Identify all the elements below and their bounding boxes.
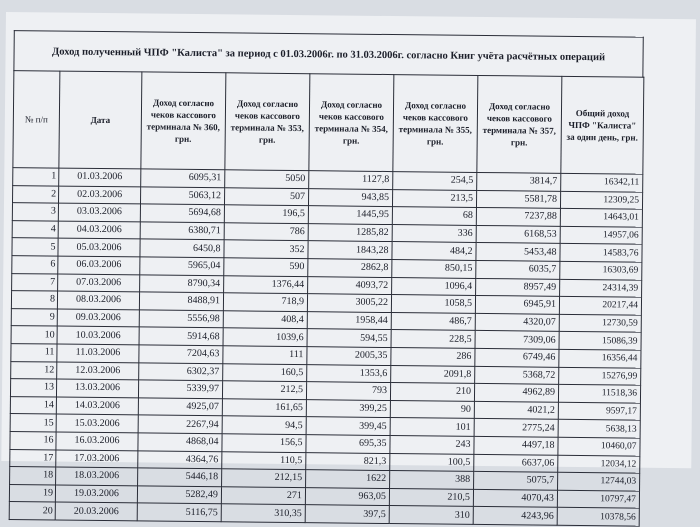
row-terminal-354: 3005,22: [307, 294, 391, 312]
row-total: 14643,01: [560, 209, 642, 227]
row-terminal-360: 5063,12: [140, 187, 224, 205]
row-number: 20: [9, 502, 55, 520]
row-terminal-354: 1127,8: [309, 171, 393, 189]
row-terminal-355: 210: [390, 383, 474, 401]
row-terminal-360: 5116,75: [137, 503, 221, 521]
row-terminal-354: 943,85: [308, 188, 392, 206]
row-terminal-357: 7309,06: [475, 331, 559, 349]
row-terminal-357: 4021,2: [474, 401, 558, 419]
row-total: 12034,12: [558, 455, 640, 473]
row-terminal-353: 5050: [225, 170, 309, 188]
header-terminal-355: Доход согласно чеков кассового терминала № 355, грн.: [393, 75, 478, 173]
row-terminal-353: 271: [221, 486, 305, 504]
row-terminal-360: 5694,68: [140, 204, 224, 222]
row-terminal-353: 156,5: [222, 434, 306, 452]
row-terminal-357: 4320,07: [475, 313, 559, 331]
row-terminal-353: 507: [224, 187, 308, 205]
row-date: 08.03.2006: [57, 291, 139, 309]
row-terminal-357: 6749,46: [475, 348, 559, 366]
row-terminal-353: 160,5: [223, 363, 307, 381]
row-terminal-354: 1843,28: [308, 241, 392, 259]
header-row: [13, 71, 644, 175]
row-terminal-354: 1285,82: [308, 223, 392, 241]
row-terminal-354: 1622: [306, 470, 390, 488]
row-total: 15086,39: [559, 332, 641, 350]
row-terminal-354: 821,3: [306, 452, 390, 470]
row-date: 11.03.2006: [57, 344, 139, 362]
row-date: 03.03.2006: [58, 203, 140, 221]
row-terminal-355: 243: [390, 435, 474, 453]
row-terminal-355: 850,15: [392, 260, 476, 278]
row-total: 10378,56: [557, 508, 639, 526]
row-terminal-360: 8790,34: [140, 274, 224, 292]
row-terminal-355: 68: [392, 207, 476, 225]
row-terminal-357: 6637,06: [474, 454, 558, 472]
row-date: 20.03.2006: [55, 502, 137, 520]
row-terminal-355: 1096,4: [392, 277, 476, 295]
row-terminal-357: 5075,7: [474, 472, 558, 490]
row-number: 19: [9, 484, 55, 502]
row-date: 04.03.2006: [58, 221, 140, 239]
row-total: 14583,76: [560, 244, 642, 262]
row-number: 9: [11, 308, 57, 326]
row-terminal-357: 8957,49: [476, 278, 560, 296]
row-terminal-357: 7237,88: [476, 208, 560, 226]
row-terminal-354: 2005,35: [307, 347, 391, 365]
row-terminal-353: 590: [224, 258, 308, 276]
row-terminal-353: 212,5: [222, 381, 306, 399]
row-number: 12: [11, 361, 57, 379]
row-terminal-354: 1445,95: [308, 206, 392, 224]
row-number: 1: [13, 168, 59, 186]
row-date: 16.03.2006: [56, 432, 138, 450]
row-terminal-357: 4497,18: [474, 436, 558, 454]
row-total: 11518,36: [558, 384, 640, 402]
row-total: 15276,99: [559, 367, 641, 385]
row-terminal-357: 3814,7: [477, 172, 561, 190]
row-terminal-354: 594,55: [307, 329, 391, 347]
row-terminal-357: 5368,72: [475, 366, 559, 384]
header-date: Дата: [59, 71, 142, 169]
row-total: 16342,11: [561, 173, 643, 191]
row-date: 09.03.2006: [57, 309, 139, 327]
row-terminal-353: 310,35: [221, 504, 305, 522]
row-terminal-354: 1958,44: [307, 311, 391, 329]
income-table: [9, 70, 645, 526]
row-terminal-353: 94,5: [222, 416, 306, 434]
row-terminal-357: 4243,96: [473, 507, 557, 525]
row-terminal-357: 6035,7: [476, 260, 560, 278]
row-terminal-353: 1376,44: [224, 275, 308, 293]
row-terminal-354: 399,45: [306, 417, 390, 435]
row-terminal-357: 5581,78: [476, 190, 560, 208]
row-number: 15: [10, 414, 56, 432]
row-terminal-354: 695,35: [306, 435, 390, 453]
row-number: 13: [10, 379, 56, 397]
row-terminal-353: 110,5: [222, 451, 306, 469]
row-number: 7: [12, 273, 58, 291]
row-terminal-360: 6380,71: [140, 222, 224, 240]
row-number: 10: [11, 326, 57, 344]
row-terminal-355: 286: [391, 347, 475, 365]
row-terminal-360: 5282,49: [137, 486, 221, 504]
row-total: 10460,07: [558, 437, 640, 455]
document-sheet: [1, 12, 696, 523]
row-terminal-355: 388: [390, 471, 474, 489]
row-date: 18.03.2006: [56, 467, 138, 485]
row-terminal-355: 484,2: [392, 242, 476, 260]
row-terminal-354: 1353,6: [307, 364, 391, 382]
row-terminal-355: 254,5: [393, 172, 477, 190]
row-terminal-353: 718,9: [223, 293, 307, 311]
row-terminal-355: 310: [389, 506, 473, 524]
row-terminal-357: 6945,91: [475, 296, 559, 314]
row-terminal-355: 101: [390, 418, 474, 436]
row-terminal-354: 793: [306, 382, 390, 400]
row-total: 12744,03: [558, 472, 640, 490]
row-total: 5638,13: [558, 420, 640, 438]
row-terminal-355: 210,5: [389, 488, 473, 506]
row-terminal-360: 4925,07: [138, 398, 222, 416]
row-terminal-360: 6450,8: [140, 239, 224, 257]
row-date: 13.03.2006: [56, 379, 138, 397]
header-total: Общий доход ЧПФ "Калиста" за один день, грн.: [561, 76, 644, 174]
header-terminal-357: Доход согласно чеков кассового терминала № 357, грн.: [477, 75, 562, 173]
row-date: 15.03.2006: [56, 414, 138, 432]
row-terminal-353: 196,5: [224, 205, 308, 223]
row-terminal-355: 213,5: [392, 189, 476, 207]
row-terminal-355: 486,7: [391, 312, 475, 330]
row-terminal-354: 399,25: [306, 399, 390, 417]
row-terminal-360: 8488,91: [139, 292, 223, 310]
row-date: 12.03.2006: [57, 362, 139, 380]
row-terminal-353: 212,15: [222, 469, 306, 487]
row-terminal-360: 5556,98: [139, 310, 223, 328]
row-terminal-354: 963,05: [305, 487, 389, 505]
row-terminal-353: 408,4: [223, 311, 307, 329]
row-number: 11: [11, 344, 57, 362]
row-total: 12309,25: [560, 191, 642, 209]
row-terminal-353: 1039,6: [223, 328, 307, 346]
row-terminal-353: 111: [223, 346, 307, 364]
row-date: 01.03.2006: [59, 168, 141, 186]
row-terminal-360: 5914,68: [139, 327, 223, 345]
row-number: 2: [13, 185, 59, 203]
row-terminal-355: 100,5: [390, 453, 474, 471]
row-number: 18: [10, 467, 56, 485]
row-terminal-355: 1058,5: [391, 295, 475, 313]
row-terminal-355: 2091,8: [391, 365, 475, 383]
row-terminal-360: 5965,04: [140, 257, 224, 275]
row-terminal-360: 6302,37: [139, 362, 223, 380]
row-total: 14957,06: [560, 226, 642, 244]
row-terminal-357: 6168,53: [476, 225, 560, 243]
row-terminal-355: 228,5: [391, 330, 475, 348]
row-terminal-355: 336: [392, 224, 476, 242]
row-terminal-353: 786: [224, 223, 308, 241]
row-number: 5: [12, 238, 58, 256]
row-number: 6: [12, 256, 58, 274]
header-num: № п/п: [13, 71, 60, 168]
row-number: 14: [10, 396, 56, 414]
row-number: 3: [12, 203, 58, 221]
row-total: 16303,69: [560, 261, 642, 279]
row-terminal-357: 4962,89: [474, 384, 558, 402]
row-terminal-357: 4070,43: [473, 489, 557, 507]
row-terminal-353: 161,65: [222, 399, 306, 417]
row-date: 02.03.2006: [59, 186, 141, 204]
table-title: Доход полученный ЧПФ "Калиста" за период с 01.03.2006г. по 31.03.2006г. согласно Книг учёта расчётных операций: [13, 30, 643, 78]
row-terminal-357: 5453,48: [476, 243, 560, 261]
header-terminal-354: Доход согласно чеков кассового терминала № 354, грн.: [309, 74, 394, 172]
row-terminal-354: 397,5: [305, 505, 389, 523]
row-terminal-360: 6095,31: [141, 169, 225, 187]
row-terminal-360: 4868,04: [138, 433, 222, 451]
row-date: 06.03.2006: [58, 256, 140, 274]
row-terminal-355: 90: [390, 400, 474, 418]
row-terminal-360: 7204,63: [139, 345, 223, 363]
row-total: 24314,39: [560, 279, 642, 297]
header-terminal-360: Доход согласно чеков кассового терминала № 360, грн.: [141, 72, 226, 170]
row-number: 8: [11, 291, 57, 309]
row-number: 17: [10, 449, 56, 467]
row-terminal-360: 5446,18: [138, 468, 222, 486]
row-date: 05.03.2006: [58, 238, 140, 256]
row-date: 07.03.2006: [58, 274, 140, 292]
row-terminal-360: 4364,76: [138, 450, 222, 468]
row-date: 10.03.2006: [57, 326, 139, 344]
row-number: 4: [12, 220, 58, 238]
row-date: 14.03.2006: [56, 397, 138, 415]
row-date: 19.03.2006: [55, 485, 137, 503]
row-total: 16356,44: [559, 349, 641, 367]
row-terminal-354: 2862,8: [308, 259, 392, 277]
row-terminal-357: 2775,24: [474, 419, 558, 437]
row-total: 12730,59: [559, 314, 641, 332]
row-number: 16: [10, 431, 56, 449]
row-total: 20217,44: [559, 296, 641, 314]
row-terminal-360: 5339,97: [138, 380, 222, 398]
row-terminal-354: 4093,72: [308, 276, 392, 294]
row-date: 17.03.2006: [56, 450, 138, 468]
header-terminal-353: Доход согласно чеков кассового терминала № 353, грн.: [225, 73, 310, 171]
row-total: 10797,47: [557, 490, 639, 508]
row-total: 9597,17: [558, 402, 640, 420]
row-terminal-353: 352: [224, 240, 308, 258]
row-terminal-360: 2267,94: [138, 415, 222, 433]
